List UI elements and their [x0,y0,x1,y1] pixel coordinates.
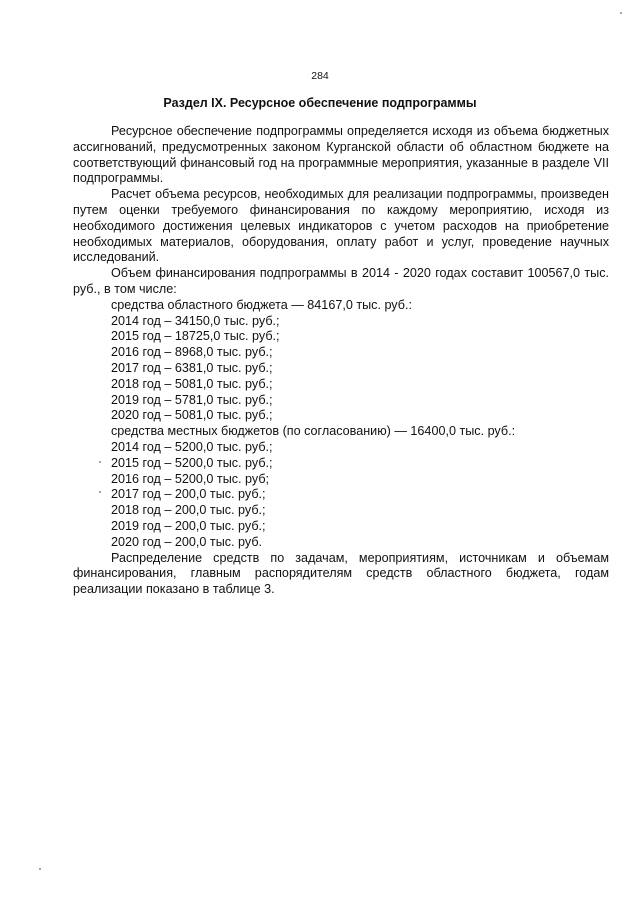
regional-budget-year: 2014 год – 34150,0 тыс. руб.; [111,313,280,328]
scan-speck [620,12,622,14]
local-budgets-header: средства местных бюджетов (по согласованию) — 16400,0 тыс. руб.: [111,424,516,439]
scan-speck [99,491,101,493]
section-title: Раздел IX. Ресурсное обеспечение подпрограммы [163,96,477,110]
scan-speck [39,868,41,870]
regional-budget-year: 2020 год – 5081,0 тыс. руб.; [111,408,273,423]
page-number: 284 [311,70,329,82]
local-budget-year: 2017 год – 200,0 тыс. руб.; [111,487,266,502]
regional-budget-year: 2019 год – 5781,0 тыс. руб.; [111,392,273,407]
local-budget-year: 2019 год – 200,0 тыс. руб.; [111,518,266,533]
local-budget-year: 2018 год – 200,0 тыс. руб.; [111,503,266,518]
paragraph-resource-basis: Ресурсное обеспечение подпрограммы определяется исходя из объема бюджетных ассигнований, предусмотренных законом Курганской области об областном бюджете на соответствующий финансовый год на программные мероприятия, указанные в разделе VII подпрограммы. [73,124,609,186]
paragraph-distribution: Распределение средств по задачам, мероприятиям, источникам и объемам финансирования, главным распорядителям средств областного бюджета, годам реализации показано в таблице 3. [73,550,609,597]
regional-budget-header: средства областного бюджета — 84167,0 тыс. руб.: [111,297,412,312]
local-budget-year: 2016 год – 5200,0 тыс. руб; [111,471,270,486]
local-budget-year: 2015 год – 5200,0 тыс. руб.; [111,455,273,470]
regional-budget-year: 2017 год – 6381,0 тыс. руб.; [111,360,273,375]
local-budget-year: 2020 год – 200,0 тыс. руб. [111,534,263,549]
paragraph-total-funding: Объем финансирования подпрограммы в 2014 - 2020 годах составит 100567,0 тыс. руб., в том числе: [73,266,609,296]
paragraph-calculation: Расчет объема ресурсов, необходимых для реализации подпрограммы, произведен путем оценки требуемого финансирования по каждому мероприятию, исходя из необходимого достижения целевых индикаторов с учетом расходов на приобретение необходимых материалов, оборудования, оплату работ и услуг, проведение научных исследований. [73,187,609,265]
regional-budget-year: 2016 год – 8968,0 тыс. руб.; [111,345,273,360]
document-body [73,124,609,598]
local-budget-year: 2014 год – 5200,0 тыс. руб.; [111,439,273,454]
scan-speck [99,461,101,463]
regional-budget-year: 2015 год – 18725,0 тыс. руб.; [111,329,280,344]
regional-budget-year: 2018 год – 5081,0 тыс. руб.; [111,376,273,391]
